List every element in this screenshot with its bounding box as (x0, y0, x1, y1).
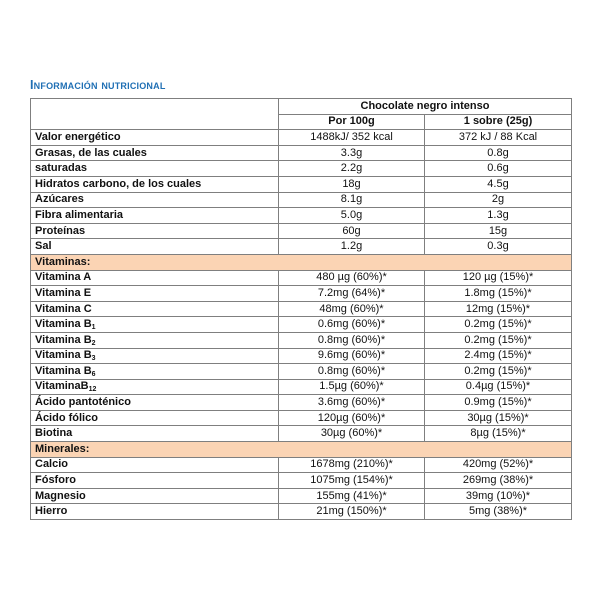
value-per100: 18g (279, 176, 425, 192)
minerals-section-header (31, 442, 572, 458)
nutrient-label (31, 457, 279, 473)
value-per100: 1488kJ/ 352 kcal (279, 130, 425, 146)
nutrient-label (31, 208, 279, 224)
value-sachet: 0.2mg (15%)* (425, 364, 572, 380)
table-row (31, 208, 572, 224)
table-row (31, 317, 572, 333)
nutrition-table (30, 98, 572, 520)
nutrient-name: Sal (35, 240, 52, 253)
value-sachet: 15g (425, 223, 572, 239)
value-sachet: 0.2mg (15%)* (425, 332, 572, 348)
nutrient-label (31, 488, 279, 504)
value-per100: 0.8mg (60%)* (279, 332, 425, 348)
table-row (31, 395, 572, 411)
value-per100: 0.6mg (60%)* (279, 317, 425, 333)
nutrient-label (31, 145, 279, 161)
nutrient-name: Fósforo (35, 474, 76, 487)
value-per100: 0.8mg (60%)* (279, 364, 425, 380)
nutrient-name: Biotina (35, 427, 73, 440)
section-header-label: Minerales: (31, 442, 572, 458)
value-sachet: 2.4mg (15%)* (425, 348, 572, 364)
value-sachet: 0.6g (425, 161, 572, 177)
nutrient-label (31, 161, 279, 177)
table-row (31, 504, 572, 520)
value-sachet: 420mg (52%)* (425, 457, 572, 473)
nutrient-label (31, 395, 279, 411)
table-row (31, 379, 572, 395)
table-row (31, 457, 572, 473)
nutrient-name: Ácido pantoténico (35, 396, 131, 409)
value-per100: 1.2g (279, 239, 425, 255)
value-sachet: 12mg (15%)* (425, 301, 572, 317)
table-row (31, 426, 572, 442)
value-sachet: 39mg (10%)* (425, 488, 572, 504)
nutrient-label (31, 317, 279, 333)
table-row (31, 130, 572, 146)
page-title-text: Información nutricional (30, 78, 166, 92)
table-row (31, 332, 572, 348)
nutrient-label (31, 239, 279, 255)
value-per100: 30µg (60%)* (279, 426, 425, 442)
value-sachet: 4.5g (425, 176, 572, 192)
nutrient-label (31, 286, 279, 302)
nutrient-subscript: 12 (88, 386, 97, 394)
value-per100: 48mg (60%)* (279, 301, 425, 317)
nutrient-name: Ácido fólico (35, 411, 98, 424)
value-sachet: 0.9mg (15%)* (425, 395, 572, 411)
nutrient-name: Hidratos carbono, de los cuales (35, 177, 202, 190)
value-per100: 8.1g (279, 192, 425, 208)
table-row (31, 364, 572, 380)
nutrient-name: Vitamina E (35, 286, 92, 299)
nutrient-label (31, 270, 279, 286)
table-row (31, 239, 572, 255)
nutrient-label (31, 192, 279, 208)
table-row (31, 270, 572, 286)
nutrient-name: Magnesio (35, 489, 86, 502)
nutrient-name: Grasas, de las cuales (35, 146, 147, 159)
nutrient-name: Vitamina B (35, 349, 92, 362)
nutrient-name: Hierro (35, 505, 68, 518)
column-header-per100: Por 100g (279, 114, 425, 130)
table-row (31, 473, 572, 489)
nutrient-name: Azúcares (35, 193, 84, 206)
value-sachet: 1.3g (425, 208, 572, 224)
value-per100: 1678mg (210%)* (279, 457, 425, 473)
table-row (31, 145, 572, 161)
table-row (31, 410, 572, 426)
value-sachet: 2g (425, 192, 572, 208)
nutrient-label (31, 332, 279, 348)
value-per100: 155mg (41%)* (279, 488, 425, 504)
vitamins-section-header (31, 254, 572, 270)
value-per100: 1.5µg (60%)* (279, 379, 425, 395)
nutrient-name: Vitamina A (35, 271, 92, 284)
product-name-header: Chocolate negro intenso (279, 99, 572, 115)
nutrient-subscript: 1 (91, 324, 96, 332)
table-row (31, 161, 572, 177)
header-empty-cell (31, 99, 279, 115)
nutrient-name: Valor energético (35, 130, 121, 143)
nutrient-name: Fibra alimentaria (35, 208, 124, 221)
value-per100: 7.2mg (64%)* (279, 286, 425, 302)
table-row (31, 348, 572, 364)
value-sachet: 30µg (15%)* (425, 410, 572, 426)
nutrient-name: Proteínas (35, 224, 86, 237)
value-per100: 120µg (60%)* (279, 410, 425, 426)
nutrient-subscript: 2 (91, 339, 96, 347)
nutrient-label (31, 301, 279, 317)
value-per100: 5.0g (279, 208, 425, 224)
nutrient-name: VitaminaB (35, 380, 89, 393)
nutrient-name: Vitamina B (35, 318, 92, 331)
nutrient-label (31, 364, 279, 380)
table-row (31, 176, 572, 192)
value-per100: 3.6mg (60%)* (279, 395, 425, 411)
product-header-row (31, 99, 572, 115)
nutrient-name: Vitamina B (35, 364, 92, 377)
nutrient-label (31, 348, 279, 364)
value-per100: 1075mg (154%)* (279, 473, 425, 489)
nutrient-name: Vitamina C (35, 302, 92, 315)
value-sachet: 0.2mg (15%)* (425, 317, 572, 333)
value-sachet: 120 µg (15%)* (425, 270, 572, 286)
nutrient-label (31, 379, 279, 395)
table-row (31, 301, 572, 317)
value-per100: 9.6mg (60%)* (279, 348, 425, 364)
nutrient-name: Calcio (35, 458, 69, 471)
nutrient-subscript: 3 (91, 355, 96, 363)
section-header-label: Vitaminas: (31, 254, 572, 270)
value-sachet: 0.4µg (15%)* (425, 379, 572, 395)
value-sachet: 1.8mg (15%)* (425, 286, 572, 302)
value-sachet: 269mg (38%)* (425, 473, 572, 489)
nutrient-label (31, 426, 279, 442)
nutrient-label (31, 504, 279, 520)
nutrient-label (31, 176, 279, 192)
page-title (30, 78, 166, 92)
value-sachet: 372 kJ / 88 Kcal (425, 130, 572, 146)
nutrient-label (31, 223, 279, 239)
nutrient-label (31, 473, 279, 489)
value-sachet: 0.3g (425, 239, 572, 255)
column-header-sachet: 1 sobre (25g) (425, 114, 572, 130)
value-per100: 60g (279, 223, 425, 239)
column-header-row (31, 114, 572, 130)
value-per100: 21mg (150%)* (279, 504, 425, 520)
table-row (31, 223, 572, 239)
value-sachet: 0.8g (425, 145, 572, 161)
table-row (31, 286, 572, 302)
table-row (31, 488, 572, 504)
nutrient-label (31, 130, 279, 146)
nutrient-name: Vitamina B (35, 333, 92, 346)
nutrient-subscript: 6 (91, 370, 96, 378)
table-row (31, 192, 572, 208)
value-sachet: 5mg (38%)* (425, 504, 572, 520)
value-per100: 480 µg (60%)* (279, 270, 425, 286)
nutrient-name: saturadas (35, 162, 87, 175)
value-sachet: 8µg (15%)* (425, 426, 572, 442)
header-empty-cell-2 (31, 114, 279, 130)
value-per100: 2.2g (279, 161, 425, 177)
value-per100: 3.3g (279, 145, 425, 161)
nutrient-label (31, 410, 279, 426)
